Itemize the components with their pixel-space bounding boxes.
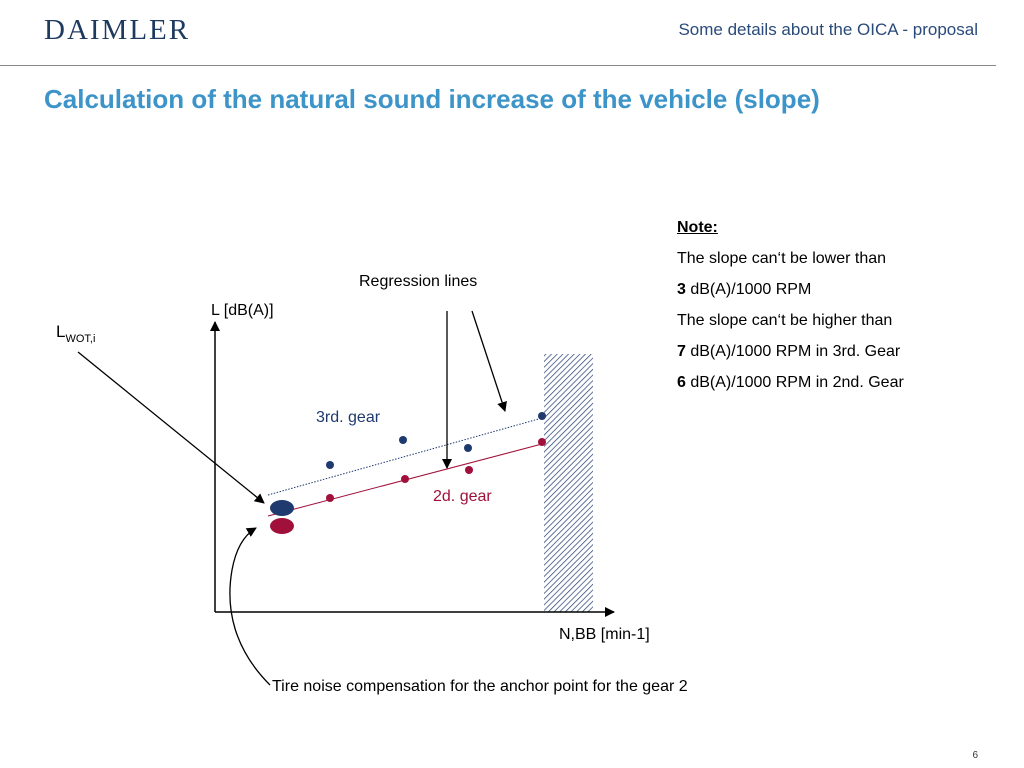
lwot-arrow xyxy=(78,352,264,503)
gear3-label: 3rd. gear xyxy=(316,409,381,426)
gear2-point xyxy=(465,466,473,474)
lwot-main: L xyxy=(56,322,66,341)
regression-line-gear3 xyxy=(268,418,542,495)
anchor-point-gear3 xyxy=(270,500,294,516)
gear2-point xyxy=(538,438,546,446)
gear3-point xyxy=(464,444,472,452)
note-line-3: The slope can‘t be higher than xyxy=(677,312,893,329)
daimler-logo: DAIMLER xyxy=(44,14,191,46)
tire-noise-arrow xyxy=(230,528,270,685)
lwot-label xyxy=(56,322,95,345)
note-value-6: 6 xyxy=(677,374,686,391)
page-number: 6 xyxy=(972,750,978,761)
note-value-7: 7 xyxy=(677,343,686,360)
gear2-point xyxy=(326,494,334,502)
regression-lines-label: Regression lines xyxy=(359,273,478,290)
note-heading: Note: xyxy=(677,219,718,236)
regression-arrow-2 xyxy=(472,311,505,411)
note-line-2-text: dB(A)/1000 RPM xyxy=(685,281,812,298)
rpm-limit-zone xyxy=(544,354,593,612)
lwot-subscript: WOT,i xyxy=(65,333,96,345)
gear2-point xyxy=(401,475,409,483)
note-line-5-text: dB(A)/1000 RPM in 2nd. Gear xyxy=(685,374,904,391)
gear3-point xyxy=(538,412,546,420)
gear3-point xyxy=(399,436,407,444)
gear2-label: 2d. gear xyxy=(433,488,492,505)
note-line-4-text: dB(A)/1000 RPM in 3rd. Gear xyxy=(685,343,901,360)
tire-noise-label: Tire noise compensation for the anchor point for the gear 2 xyxy=(272,678,688,695)
note-value-3: 3 xyxy=(677,281,686,298)
anchor-point-gear2 xyxy=(270,518,294,534)
gear3-point xyxy=(326,461,334,469)
note-line-1: The slope can‘t be lower than xyxy=(677,250,887,267)
x-axis-label: N,BB [min-1] xyxy=(559,626,650,643)
header-title: Some details about the OICA - proposal xyxy=(678,20,978,39)
slide-title: Calculation of the natural sound increase of the vehicle (slope) xyxy=(44,84,820,114)
y-axis-label: L [dB(A)] xyxy=(211,302,274,319)
